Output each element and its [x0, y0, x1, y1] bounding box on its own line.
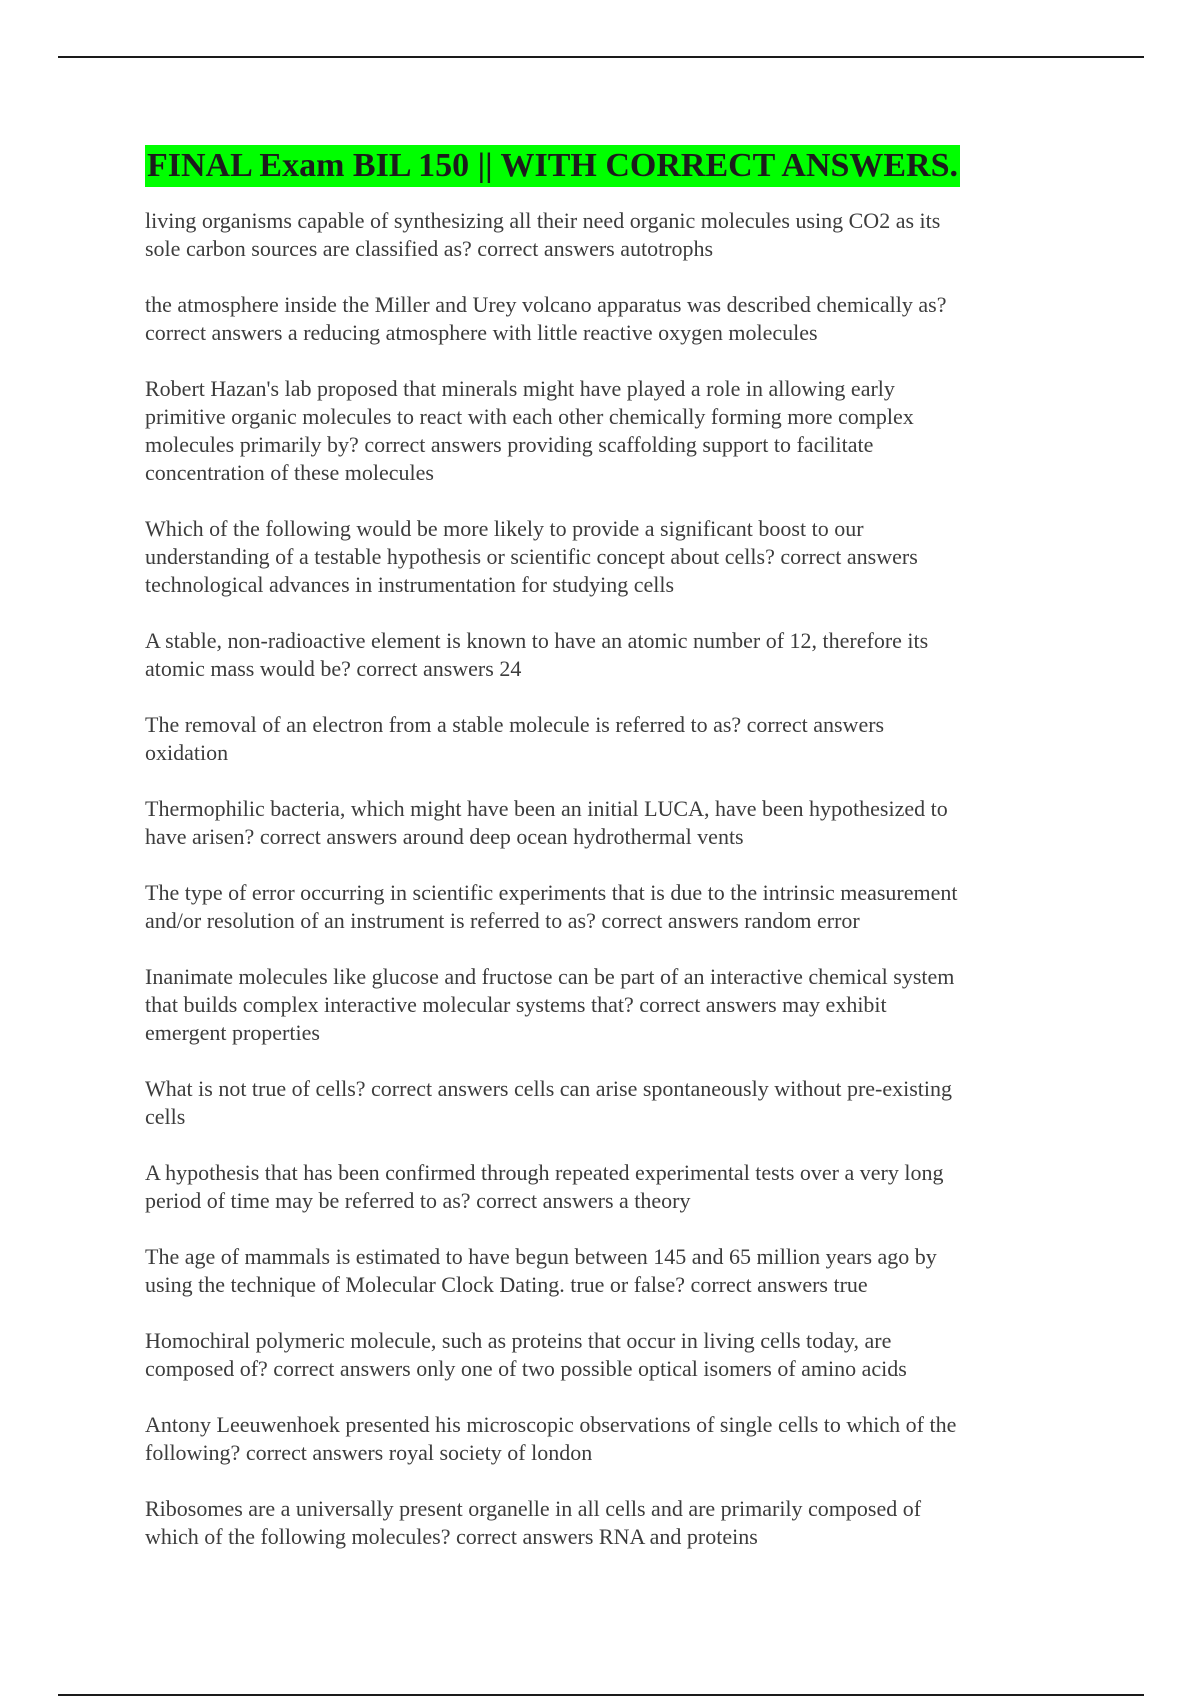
qa-line: living organisms capable of synthesizing all their need organic molecules using CO2 as its [145, 208, 941, 233]
header-rule [58, 56, 1144, 58]
qa-line: The type of error occurring in scientific experiments that is due to the intrinsic measurement [145, 880, 958, 905]
qa-item [145, 627, 1045, 683]
qa-line: that builds complex interactive molecular systems that? correct answers may exhibit [145, 992, 887, 1017]
qa-line: What is not true of cells? correct answers cells can arise spontaneously without pre-existing [145, 1076, 953, 1101]
qa-item [145, 1243, 1045, 1299]
qa-line: atomic mass would be? correct answers 24 [145, 656, 522, 681]
qa-line: understanding of a testable hypothesis or scientific concept about cells? correct answers [145, 544, 918, 569]
qa-item [145, 515, 1045, 599]
qa-item [145, 1327, 1045, 1383]
qa-item [145, 1075, 1045, 1131]
qa-line: primitive organic molecules to react with each other chemically forming more complex [145, 404, 914, 429]
document-body [145, 145, 1045, 1579]
qa-line: Homochiral polymeric molecule, such as proteins that occur in living cells today, are [145, 1328, 892, 1353]
qa-item [145, 1411, 1045, 1467]
qa-item [145, 375, 1045, 487]
qa-item [145, 1159, 1045, 1215]
qa-line: using the technique of Molecular Clock Dating. true or false? correct answers true [145, 1272, 868, 1297]
qa-line: Antony Leeuwenhoek presented his microscopic observations of single cells to which of the [145, 1412, 957, 1437]
qa-item [145, 291, 1045, 347]
qa-line: molecules primarily by? correct answers providing scaffolding support to facilitate [145, 432, 874, 457]
qa-line: following? correct answers royal society of london [145, 1440, 593, 1465]
qa-line: A stable, non-radioactive element is known to have an atomic number of 12, therefore its [145, 628, 929, 653]
qa-line: Inanimate molecules like glucose and fructose can be part of an interactive chemical system [145, 964, 955, 989]
qa-line: Thermophilic bacteria, which might have been an initial LUCA, have been hypothesized to [145, 796, 948, 821]
qa-item [145, 207, 1045, 263]
qa-line: oxidation [145, 740, 229, 765]
qa-line: cells [145, 1104, 186, 1129]
qa-line: technological advances in instrumentation for studying cells [145, 572, 675, 597]
qa-line: A hypothesis that has been confirmed through repeated experimental tests over a very long [145, 1160, 944, 1185]
qa-line: concentration of these molecules [145, 460, 434, 485]
qa-item [145, 963, 1045, 1047]
qa-item [145, 1495, 1045, 1551]
qa-line: emergent properties [145, 1020, 320, 1045]
document-title: FINAL Exam BIL 150 || WITH CORRECT ANSWERS. [145, 145, 960, 187]
qa-line: period of time may be referred to as? correct answers a theory [145, 1188, 691, 1213]
qa-list [145, 207, 1045, 1551]
qa-line: The removal of an electron from a stable molecule is referred to as? correct answers [145, 712, 885, 737]
qa-line: and/or resolution of an instrument is referred to as? correct answers random error [145, 908, 860, 933]
qa-line: which of the following molecules? correct answers RNA and proteins [145, 1524, 758, 1549]
qa-item [145, 795, 1045, 851]
qa-line: have arisen? correct answers around deep ocean hydrothermal vents [145, 824, 744, 849]
qa-item [145, 879, 1045, 935]
qa-line: Ribosomes are a universally present organelle in all cells and are primarily composed of [145, 1496, 922, 1521]
qa-line: correct answers a reducing atmosphere with little reactive oxygen molecules [145, 320, 818, 345]
qa-line: composed of? correct answers only one of two possible optical isomers of amino acids [145, 1356, 907, 1381]
qa-line: Which of the following would be more likely to provide a significant boost to our [145, 516, 864, 541]
qa-line: Robert Hazan's lab proposed that minerals might have played a role in allowing early [145, 376, 895, 401]
qa-line: the atmosphere inside the Miller and Urey volcano apparatus was described chemically as? [145, 292, 947, 317]
qa-line: sole carbon sources are classified as? correct answers autotrophs [145, 236, 714, 261]
footer-rule [58, 1694, 1144, 1696]
qa-line: The age of mammals is estimated to have begun between 145 and 65 million years ago by [145, 1244, 937, 1269]
qa-item [145, 711, 1045, 767]
